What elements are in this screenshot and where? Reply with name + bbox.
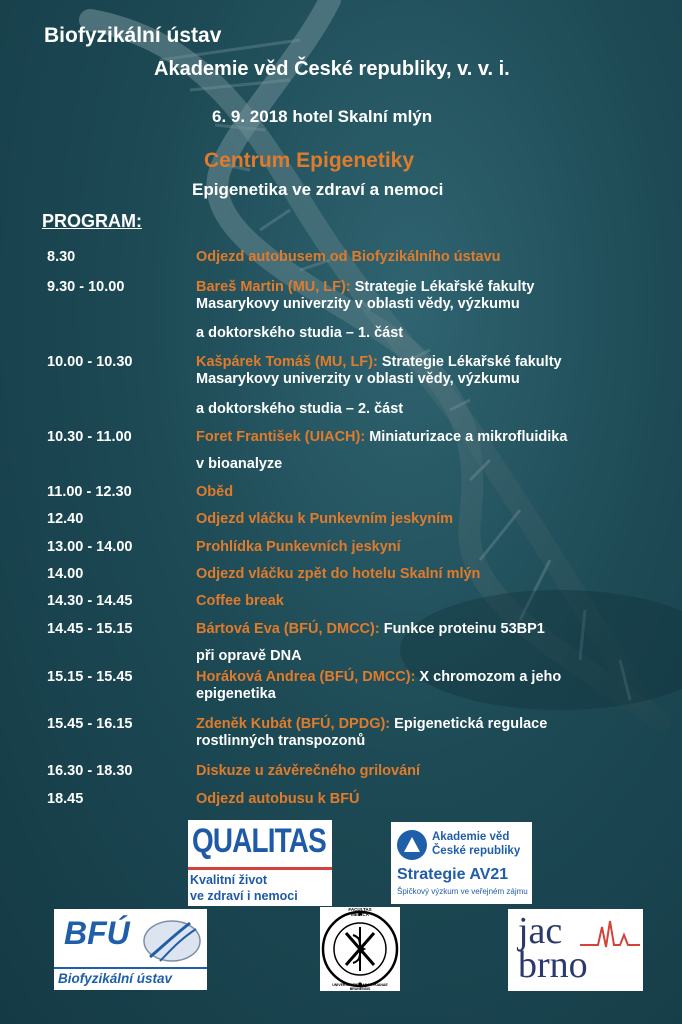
av-tagline: Špičkový výzkum ve veřejném zájmu bbox=[397, 887, 528, 896]
program-item bbox=[196, 716, 626, 750]
center-name: Centrum Epigenetiky bbox=[204, 149, 415, 172]
av-strategy: Strategie AV21 bbox=[397, 866, 509, 883]
item-title: Oběd bbox=[196, 484, 234, 500]
item-text: X chromozom a jeho epigenetika bbox=[196, 669, 562, 702]
item-continuation: a doktorského studia – 1. část bbox=[196, 325, 404, 341]
program-item bbox=[196, 484, 666, 501]
bfu-short: BFÚ bbox=[64, 915, 130, 951]
medica-seal-logo bbox=[320, 907, 400, 991]
medica-seal-graphic bbox=[320, 907, 400, 991]
program-time: 16.30 - 18.30 bbox=[47, 763, 133, 779]
program-item bbox=[196, 763, 666, 780]
item-title: Odjezd vláčku zpět do hotelu Skalní mlýn bbox=[196, 566, 481, 582]
item-title: Prohlídka Punkevních jeskyní bbox=[196, 539, 401, 555]
bfu-full: Biofyzikální ústav bbox=[58, 971, 173, 986]
av-emblem-icon bbox=[397, 830, 427, 860]
item-title: Zdeněk Kubát (BFÚ, DPDG): bbox=[196, 716, 391, 732]
item-continuation: a doktorského studia – 2. část bbox=[196, 401, 404, 417]
program-time: 10.30 - 11.00 bbox=[47, 429, 132, 445]
item-continuation: v bioanalyze bbox=[196, 456, 283, 472]
date-place: 6. 9. 2018 hotel Skalní mlýn bbox=[212, 107, 433, 126]
item-title: Odjezd autobusu k BFÚ bbox=[196, 791, 360, 807]
program-item bbox=[196, 249, 666, 266]
item-title: Odjezd autobusem od Biofyzikálního ústavu bbox=[196, 249, 501, 265]
qualitas-word: QUALITAS bbox=[192, 822, 326, 860]
item-text: Strategie Lékařské fakulty Masarykovy univerzity v oblasti vědy, výzkumu bbox=[196, 354, 562, 387]
program-item bbox=[196, 279, 601, 313]
program-item bbox=[196, 593, 666, 610]
institute-name: Biofyzikální ústav bbox=[44, 24, 222, 47]
item-text: Epigenetická regulace rostlinných transpozonů bbox=[196, 716, 548, 749]
program-item bbox=[196, 621, 666, 638]
qualitas-line2: ve zdraví i nemoci bbox=[190, 889, 298, 903]
bfu-divider bbox=[54, 967, 207, 969]
program-item bbox=[196, 354, 636, 388]
program-time: 14.30 - 14.45 bbox=[47, 593, 133, 609]
qualitas-logo bbox=[188, 820, 332, 906]
program-time: 11.00 - 12.30 bbox=[47, 484, 132, 500]
qualitas-line1: Kvalitní život bbox=[190, 873, 268, 887]
academy-name: Akademie věd České republiky, v. v. i. bbox=[154, 58, 510, 80]
item-title: Bártová Eva (BFÚ, DMCC): bbox=[196, 621, 380, 637]
qualitas-underline bbox=[188, 867, 332, 870]
bfu-logo bbox=[54, 909, 207, 990]
program-time: 8.30 bbox=[47, 249, 76, 265]
item-text: Miniaturizace a mikrofluidika bbox=[365, 429, 568, 445]
medica-top-text: FACULTAS MEDICA bbox=[348, 907, 372, 917]
item-title: Bareš Martin (MU, LF): bbox=[196, 279, 351, 295]
program-heading: PROGRAM: bbox=[42, 211, 142, 231]
item-title: Odjezd vláčku k Punkevním jeskyním bbox=[196, 511, 454, 527]
bfu-globe-icon bbox=[142, 917, 202, 965]
item-title: Horáková Andrea (BFÚ, DMCC): bbox=[196, 669, 416, 685]
program-time: 14.00 bbox=[47, 566, 84, 582]
program-item bbox=[196, 429, 666, 446]
av-line2: České republiky bbox=[432, 845, 521, 857]
program-item bbox=[196, 566, 666, 583]
program-time: 15.15 - 15.45 bbox=[47, 669, 133, 685]
medica-bottom-text: UNIVERSITATIS MASARYKIANAE BRUNENSIS bbox=[332, 983, 388, 991]
item-title: Coffee break bbox=[196, 593, 284, 609]
program-item bbox=[196, 791, 666, 808]
program-item bbox=[196, 669, 636, 703]
program-item bbox=[196, 539, 666, 556]
program-time: 18.45 bbox=[47, 791, 84, 807]
program-time: 14.45 - 15.15 bbox=[47, 621, 133, 637]
jac-bottom: brno bbox=[518, 944, 588, 986]
program-time: 15.45 - 16.15 bbox=[47, 716, 133, 732]
item-title: Foret František (UIACH): bbox=[196, 429, 366, 445]
item-continuation: při opravě DNA bbox=[196, 648, 302, 664]
program-item bbox=[196, 511, 666, 528]
av21-logo bbox=[391, 822, 532, 904]
program-time: 10.00 - 10.30 bbox=[47, 354, 133, 370]
program-time: 13.00 - 14.00 bbox=[47, 539, 133, 555]
av-line1: Akademie věd bbox=[432, 831, 510, 843]
jac-brno-logo bbox=[508, 909, 643, 991]
item-title: Kašpárek Tomáš (MU, LF): bbox=[196, 354, 378, 370]
item-text: Strategie Lékařské fakulty Masarykovy univerzity v oblasti vědy, výzkumu bbox=[196, 279, 535, 312]
item-title: Diskuze u závěrečného grilování bbox=[196, 763, 421, 779]
item-text: Funkce proteinu 53BP1 bbox=[379, 621, 545, 637]
jac-signal-icon bbox=[580, 917, 640, 951]
program-time: 9.30 - 10.00 bbox=[47, 279, 125, 295]
program-time: 12.40 bbox=[47, 511, 84, 527]
event-subtitle: Epigenetika ve zdraví a nemoci bbox=[192, 180, 444, 199]
jac-top: jac bbox=[518, 910, 563, 952]
